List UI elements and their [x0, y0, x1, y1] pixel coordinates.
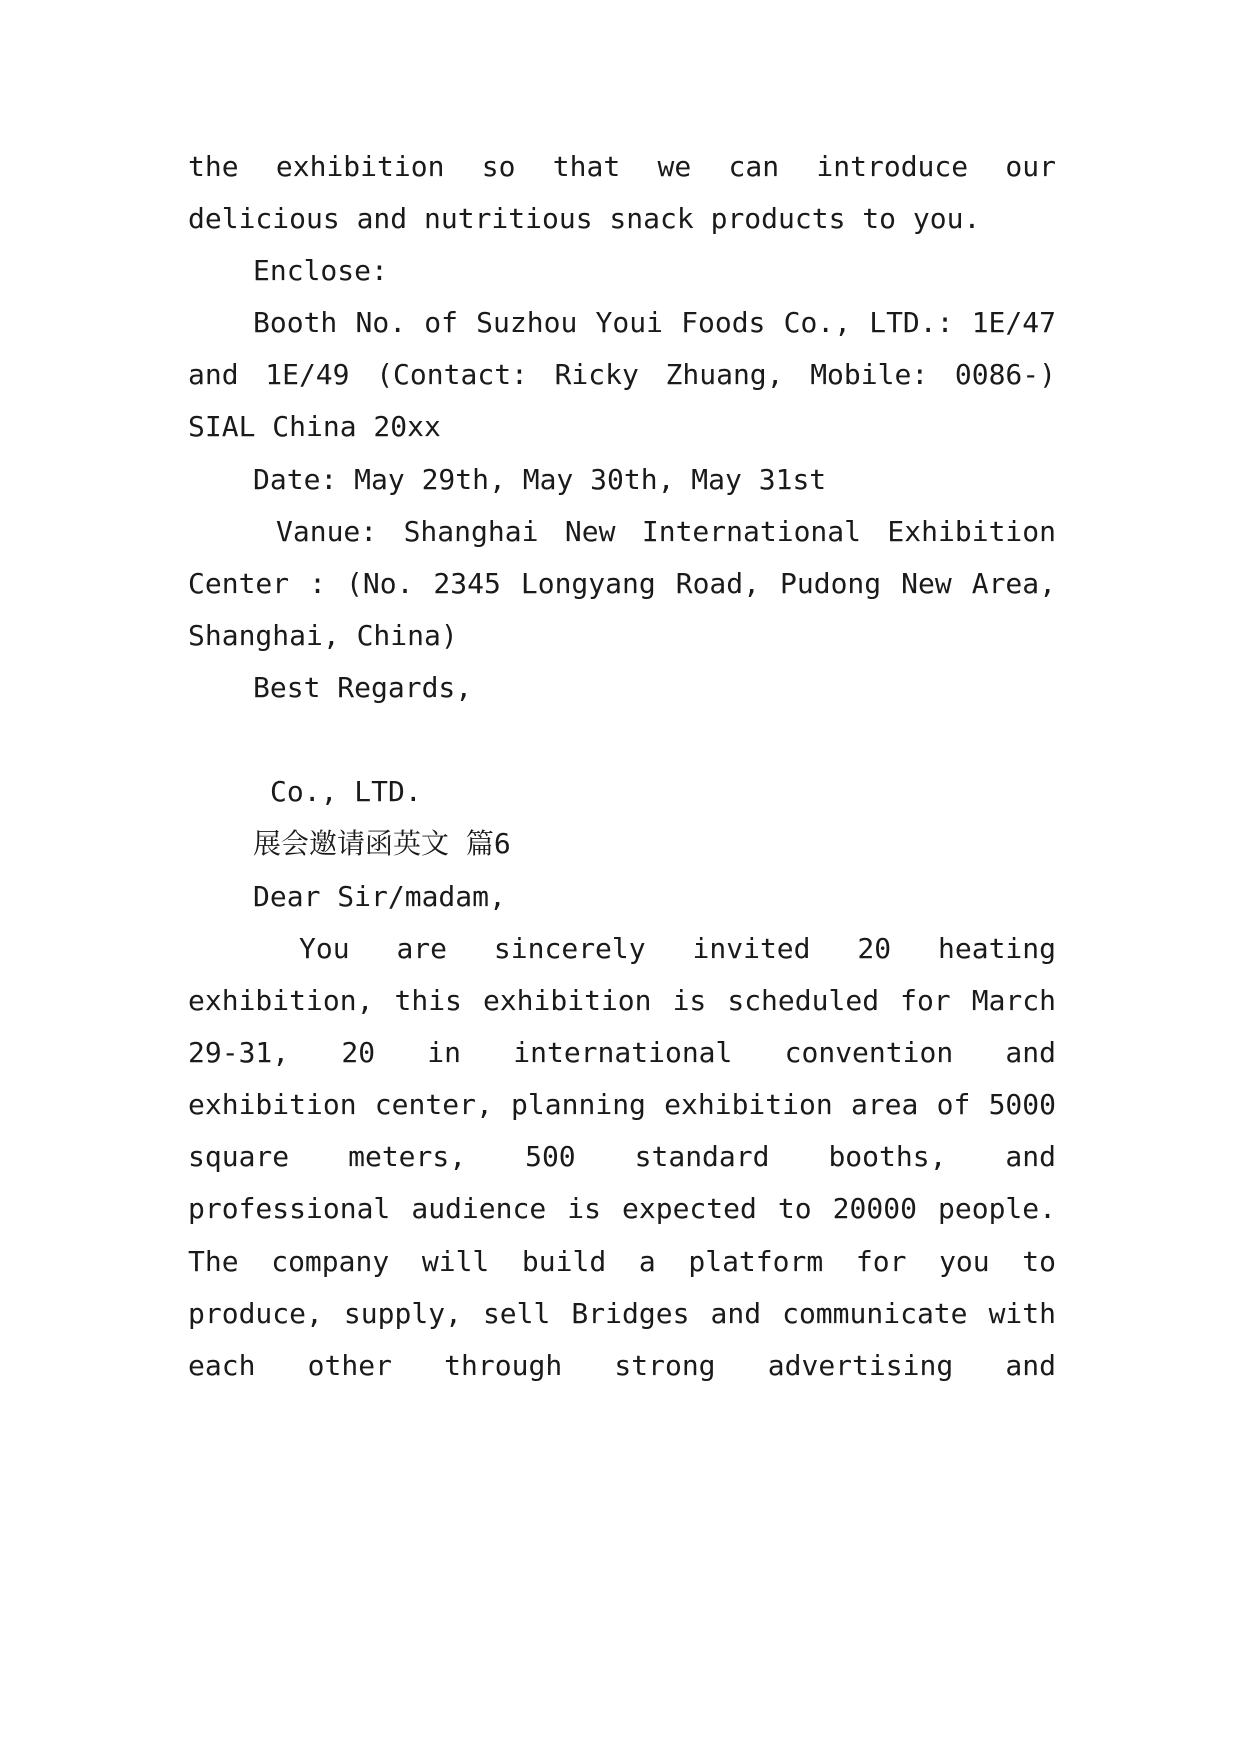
- text-line: Vanue: Shanghai New International Exhibition: [276, 515, 1056, 548]
- text-line: Enclose:: [253, 254, 388, 287]
- text-line: each other through strong advertising and: [188, 1349, 1056, 1382]
- text-line: produce, supply, sell Bridges and communicate with: [188, 1297, 1056, 1330]
- text-line: The company will build a platform for you to: [188, 1245, 1056, 1278]
- text-line: Date: May 29th, May 30th, May 31st: [253, 463, 827, 496]
- text-line: Best Regards,: [253, 671, 473, 704]
- text-line: Center : (No. 2345 Longyang Road, Pudong New Area,: [188, 567, 1056, 600]
- text-line: Shanghai, China): [188, 619, 458, 652]
- text-line: You are sincerely invited 20 heating: [299, 932, 1056, 965]
- text-line: Booth No. of Suzhou Youi Foods Co., LTD.: 1E/47: [253, 306, 1056, 339]
- text-line: Co., LTD.: [270, 775, 422, 808]
- salutation: Dear Sir/madam,: [253, 880, 506, 913]
- text-line: square meters, 500 standard booths, and: [188, 1140, 1056, 1173]
- text-line: 29-31, 20 in international convention and: [188, 1036, 1056, 1069]
- text-line: exhibition, this exhibition is scheduled for March: [188, 984, 1056, 1017]
- text-line: the exhibition so that we can introduce our: [188, 150, 1056, 183]
- text-line: delicious and nutritious snack products to you.: [188, 202, 981, 235]
- text-line: SIAL China 20xx: [188, 410, 441, 443]
- text-line: exhibition center, planning exhibition area of 5000: [188, 1088, 1056, 1121]
- text-line: professional audience is expected to 20000 people.: [188, 1192, 1056, 1225]
- section-heading: 展会邀请函英文 篇6: [253, 827, 511, 860]
- text-line: and 1E/49 (Contact: Ricky Zhuang, Mobile: 0086-): [188, 358, 1056, 391]
